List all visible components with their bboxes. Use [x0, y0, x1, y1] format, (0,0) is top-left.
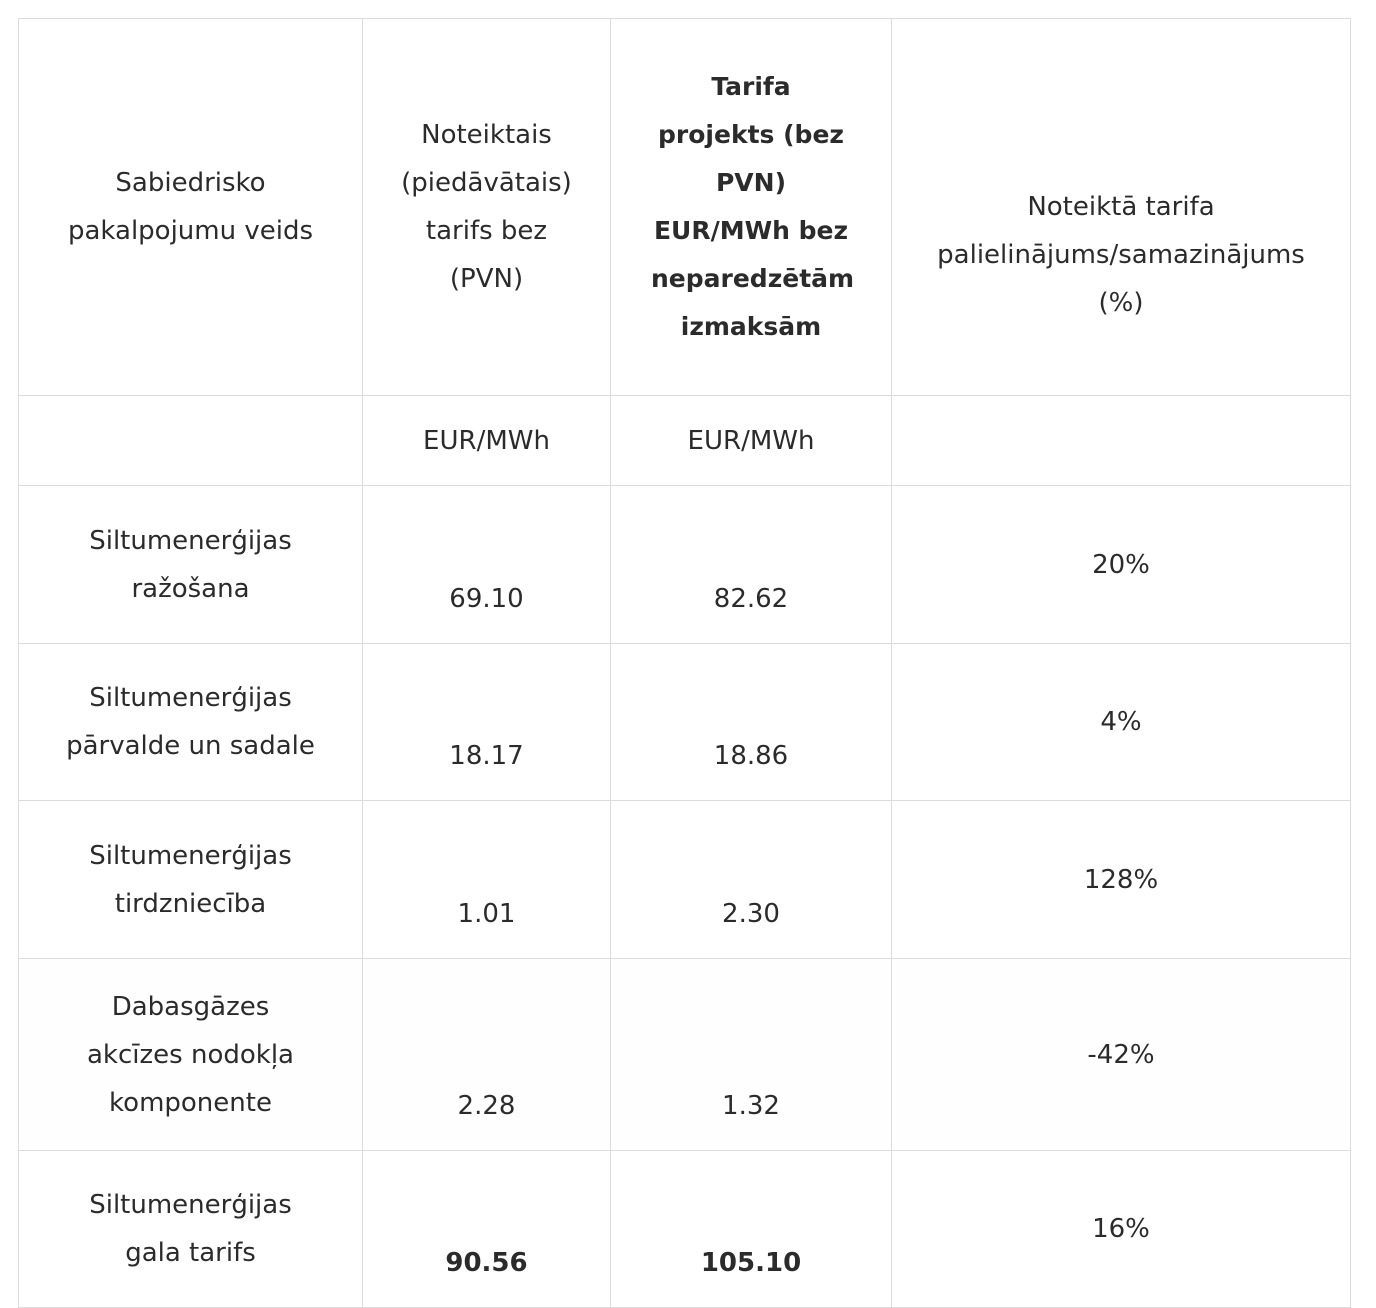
row-current-value: 69.10	[363, 486, 611, 644]
table-row	[19, 644, 1351, 801]
table-row	[19, 959, 1351, 1151]
row-current-value	[363, 1151, 611, 1308]
header-tariff-project	[611, 19, 892, 396]
table-header-row	[19, 19, 1351, 396]
header-tariff-change-text: Noteiktā tarifa palielinājums/samazinājums (%)	[937, 192, 1305, 318]
row-label	[19, 486, 363, 644]
row-label	[19, 1151, 363, 1308]
row-label-text: Siltumenerģijas tirdzniecība	[89, 840, 292, 919]
row-label-text: Siltumenerģijas ražošana	[89, 525, 292, 604]
header-current-tariff	[363, 19, 611, 396]
row-change-value: 128%	[892, 801, 1351, 959]
row-change-value: 16%	[892, 1151, 1351, 1308]
unit-cell-current: EUR/MWh	[363, 396, 611, 486]
row-current-value: 18.17	[363, 644, 611, 801]
table-row	[19, 801, 1351, 959]
row-current-value: 2.28	[363, 959, 611, 1151]
table-units-row	[19, 396, 1351, 486]
row-change-value: 4%	[892, 644, 1351, 801]
total-project-value: 105.10	[700, 1248, 802, 1278]
table-row-total	[19, 1151, 1351, 1308]
row-label	[19, 801, 363, 959]
header-tariff-change	[892, 19, 1351, 396]
row-project-value: 18.86	[611, 644, 892, 801]
table-row	[19, 486, 1351, 644]
unit-cell-empty-1	[19, 396, 363, 486]
tariff-table	[18, 18, 1351, 1308]
row-project-value: 2.30	[611, 801, 892, 959]
row-label-text: Dabasgāzes akcīzes nodokļa komponente	[87, 991, 294, 1118]
unit-cell-project: EUR/MWh	[611, 396, 892, 486]
tariff-table-container	[18, 18, 1350, 1308]
row-current-value: 1.01	[363, 801, 611, 959]
header-service-type-text: Sabiedrisko pakalpojumu veids	[67, 168, 314, 246]
row-project-value	[611, 1151, 892, 1308]
total-current-value: 90.56	[445, 1248, 528, 1278]
row-label-text: Siltumenerģijas pārvalde un sadale	[66, 683, 315, 761]
row-label	[19, 959, 363, 1151]
header-service-type	[19, 19, 363, 396]
header-tariff-project-text: Tarifa projekts (bez PVN) EUR/MWh bez neparedzētām izmaksām	[651, 72, 855, 341]
unit-cell-empty-4	[892, 396, 1351, 486]
row-change-value: 20%	[892, 486, 1351, 644]
header-current-tariff-text: Noteiktais (piedāvātais) tarifs bez (PVN)	[401, 120, 572, 294]
row-label-text: Siltumenerģijas gala tarifs	[89, 1190, 292, 1268]
row-change-value: -42%	[892, 959, 1351, 1151]
row-project-value: 82.62	[611, 486, 892, 644]
row-project-value: 1.32	[611, 959, 892, 1151]
row-label	[19, 644, 363, 801]
